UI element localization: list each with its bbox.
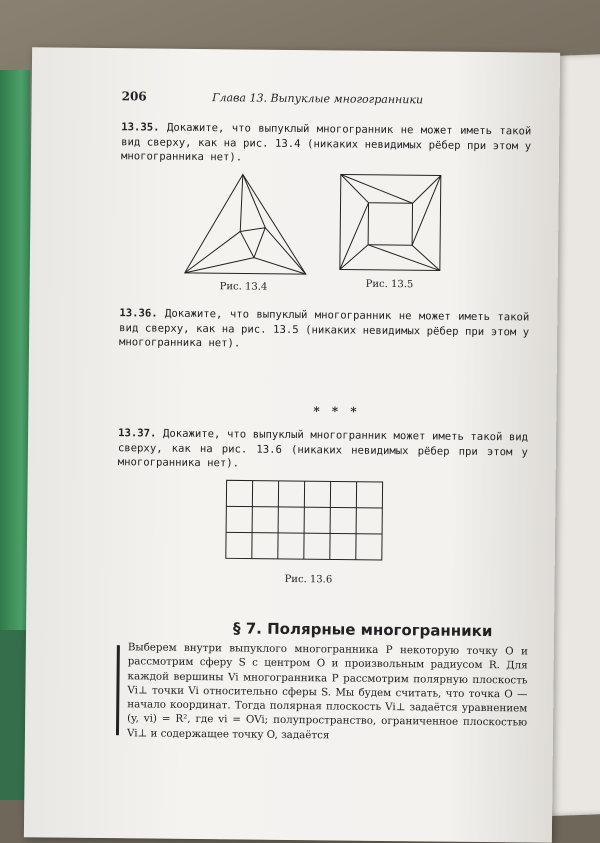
- page-header: [122, 89, 424, 106]
- section-separator: * * *: [313, 404, 361, 419]
- problem-number: 13.36.: [119, 307, 158, 320]
- caption-fig-13-6: Рис. 13.6: [284, 573, 333, 586]
- green-book-edge: [0, 70, 30, 630]
- caption-fig-13-4: Рис. 13.4: [219, 281, 268, 293]
- page-number: 206: [121, 89, 147, 104]
- book-page: [24, 47, 560, 842]
- problem-13-36: [119, 306, 529, 354]
- problem-text: Докажите, что выпуклый многогранник не может иметь такой вид сверху, как на рис. 13.5 (никаких невидимых рёбер при этом у многогранника нет).: [119, 307, 530, 350]
- caption-fig-13-5: Рис. 13.5: [365, 278, 414, 291]
- problem-text: Докажите, что выпуклый многогранник может иметь такой вид сверху, как на рис. 13.6 (никаких невидимых рёбер при этом у многогранника нет).: [117, 427, 529, 470]
- problem-number: 13.35.: [121, 121, 160, 134]
- figure-13-5: [338, 172, 444, 273]
- margin-rule: [116, 645, 120, 735]
- problem-13-35: [121, 120, 531, 168]
- problem-text: Докажите, что выпуклый многогранник не может иметь такой вид сверху, как на рис. 13.4 (никаких невидимых рёбер при этом у многогранника нет).: [120, 121, 532, 164]
- problem-number: 13.37.: [118, 427, 157, 440]
- chapter-title: Глава 13. Выпуклые многогранники: [212, 91, 424, 107]
- figure-13-4: [180, 169, 311, 280]
- section-title: § 7. Полярные многогранники: [232, 619, 493, 641]
- figure-13-6: [225, 479, 386, 563]
- problem-13-37: [118, 426, 528, 474]
- section-body-text: Выберем внутри выпуклого многогранника P некоторую точку O и рассмотрим сферу S с центром O и произвольным радиусом R. Для каждой вершины Vi многогранника P рассмотрим полярную плоскость Vi⊥ точки Vi относительно сферы S. Мы будем считать, что точка O — начало координат. Тогда полярная плоскость Vi⊥ задаётся уравнением (y, vi) = R², где vi = OVi; полупространство, ограниченное плоскостью Vi⊥ и содержащее точку O, задаётся: [126, 641, 528, 742]
